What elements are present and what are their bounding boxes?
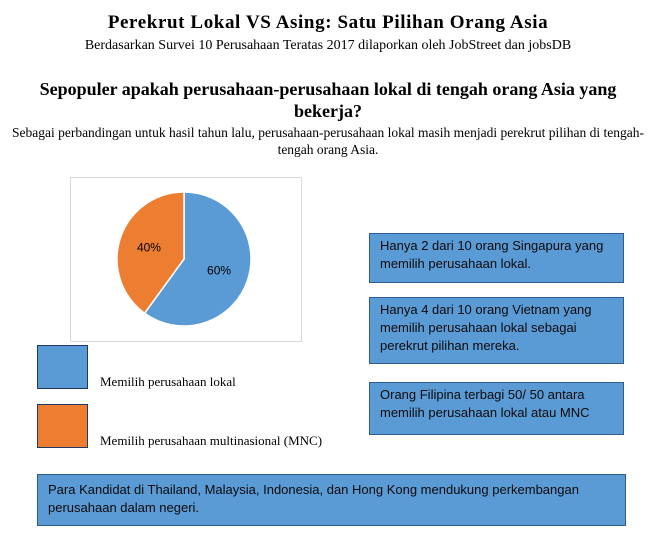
pie-chart-svg — [71, 178, 301, 341]
section-question: Sepopuler apakah perusahaan-perusahaan lokal di tengah orang Asia yang bekerja? — [39, 79, 617, 121]
pie-chart — [70, 177, 302, 342]
legend-label-mnc: Memilih perusahaan multinasional (MNC) — [100, 433, 323, 448]
legend-label-local: Memilih perusahaan lokal — [100, 374, 236, 389]
legend-swatch-mnc — [37, 404, 88, 448]
page-title: Perekrut Lokal VS Asing: Satu Pilihan Orang Asia — [107, 12, 549, 33]
callout-singapore: Hanya 2 dari 10 orang Singapura yang memilih perusahaan lokal. — [369, 233, 624, 283]
section-intro: Sebagai perbandingan untuk hasil tahun lalu, perusahaan-perusahaan lokal masih menjadi perekrut pilihan di tengah-tengah orang Asia. — [11, 125, 645, 157]
pie-slice-label-1: 40% — [136, 240, 161, 255]
callout-philippines: Orang Filipina terbagi 50/ 50 antara memilih perusahaan lokal atau MNC — [369, 382, 624, 435]
callout-vietnam: Hanya 4 dari 10 orang Vietnam yang memilih perusahaan lokal sebagai perekrut pilihan mereka. — [369, 297, 624, 364]
legend-swatch-local — [37, 345, 88, 389]
page-subtitle: Berdasarkan Survei 10 Perusahaan Teratas 2017 dilaporkan oleh JobStreet dan jobsDB — [84, 38, 572, 53]
callout-others: Para Kandidat di Thailand, Malaysia, Indonesia, dan Hong Kong mendukung perkembangan perusahaan dalam negeri. — [37, 474, 626, 526]
pie-slice-label-0: 60% — [207, 263, 232, 278]
